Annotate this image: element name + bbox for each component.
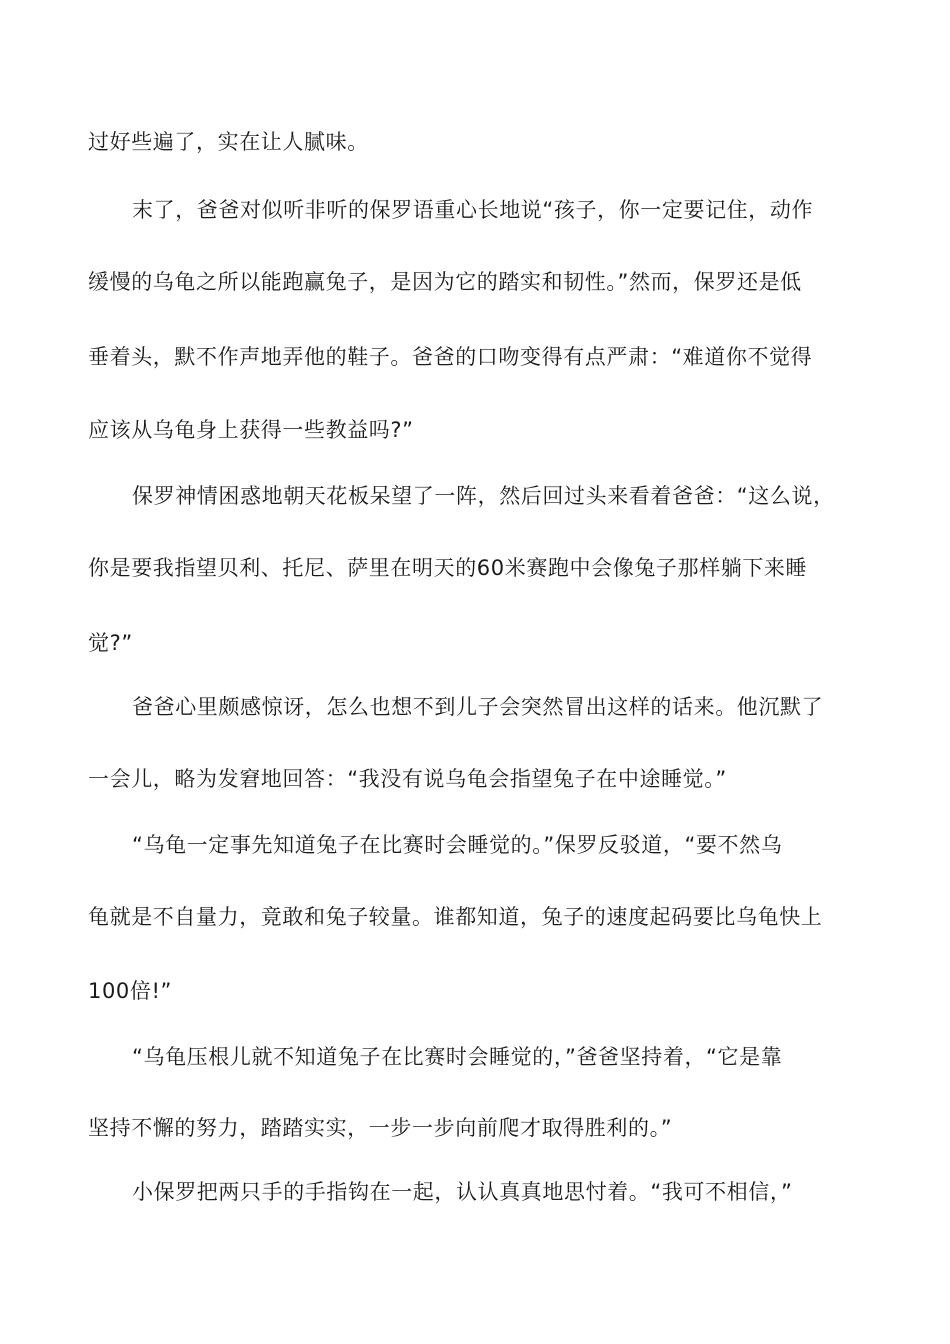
- text-line: 一会儿，略为发窘地回答：“我没有说乌龟会指望兔子在中途睡觉。”: [88, 767, 727, 791]
- text-line: 爸爸心里颇感惊讶，怎么也想不到儿子会突然冒出这样的话来。他沉默了: [132, 695, 824, 719]
- text-line: “乌龟压根儿就不知道兔子在比赛时会睡觉的，”爸爸坚持着，“它是靠: [132, 1045, 783, 1069]
- text-line: 垂着头，默不作声地弄他的鞋子。爸爸的口吻变得有点严肃：“难道你不觉得: [88, 345, 813, 369]
- text-line: 坚持不懈的努力，踏踏实实，一步一步向前爬才取得胜利的。”: [88, 1116, 673, 1140]
- text-line: 末了，爸爸对似听非听的保罗语重心长地说“孩子，你一定要记住，动作: [132, 198, 814, 222]
- text-line: 小保罗把两只手的手指钩在一起，认认真真地思忖着。“我可不相信，”: [132, 1180, 793, 1204]
- text-line: 保罗神情困惑地朝天花板呆望了一阵，然后回过头来看着爸爸：“这么说，: [132, 484, 835, 508]
- text-line: 缓慢的乌龟之所以能跑赢兔子，是因为它的踏实和韧性。”然而，保罗还是低: [88, 270, 802, 294]
- text-line: 觉?”: [88, 631, 133, 655]
- text-line: 龟就是不自量力，竟敢和兔子较量。谁都知道，兔子的速度起码要比乌龟快上: [88, 905, 823, 929]
- text-line: “乌龟一定事先知道兔子在比赛时会睡觉的。”保罗反驳道，“要不然乌: [132, 833, 783, 857]
- text-line: 过好些遍了，实在让人腻味。: [88, 130, 369, 154]
- text-line: 100倍!”: [88, 979, 172, 1003]
- text-line: 应该从乌龟身上获得一些教益吗?”: [88, 418, 414, 442]
- text-line: 你是要我指望贝利、托尼、萨里在明天的60米赛跑中会像兔子那样躺下来睡: [88, 556, 808, 580]
